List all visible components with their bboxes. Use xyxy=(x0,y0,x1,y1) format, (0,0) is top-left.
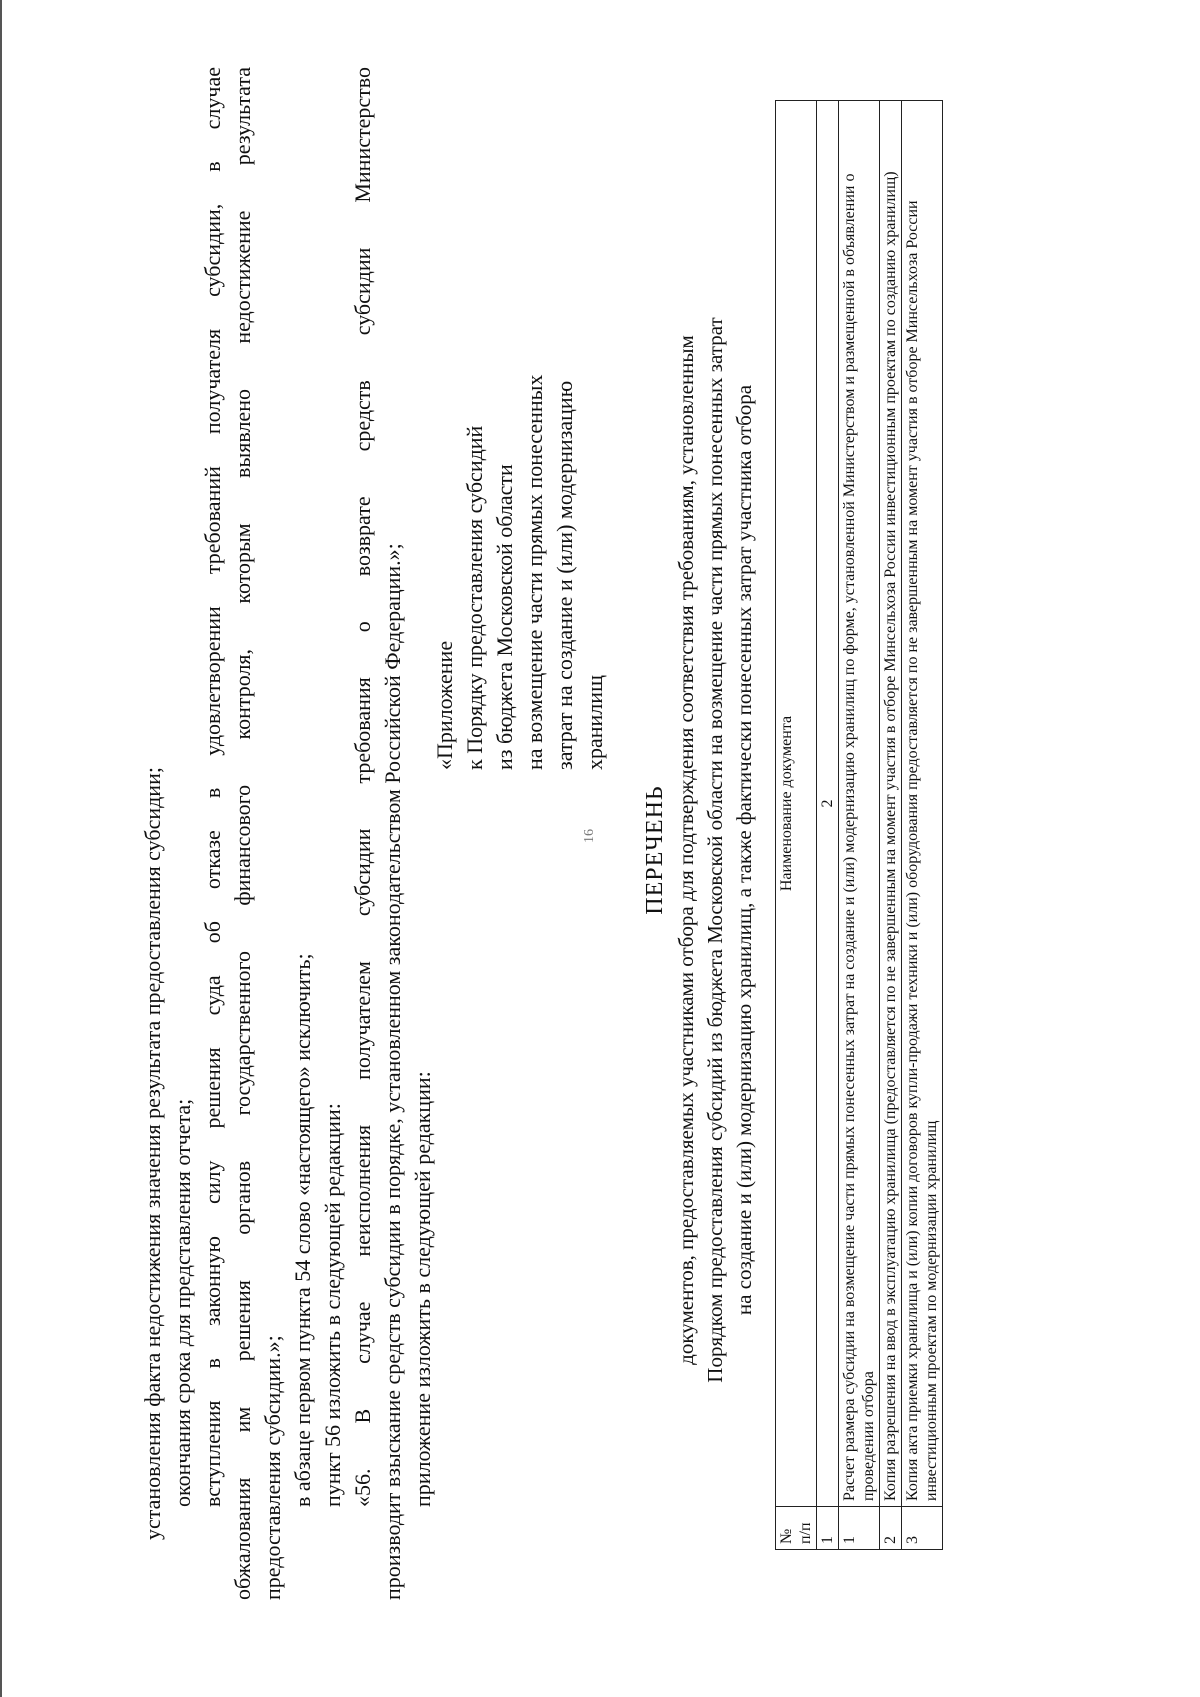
table-row xyxy=(839,101,880,1550)
row-num: 3 xyxy=(902,1507,943,1550)
row-text: Копия разрешения на ввод в эксплуатацию хранилища (предоставляется по не завершенным на момент участия в отборе Минсельхоза России инвестиционным проектам по созданию хранилищ) xyxy=(880,101,902,1507)
subheading-line-3: на создание и (или) модернизацию хранилищ, а также фактически понесенных затрат участника отбора xyxy=(732,384,756,1316)
row-text: Расчет размера субсидии на возмещение части прямых понесенных затрат на создание и (или) модернизацию хранилищ по форме, установленной Министерством и размещенной в объявлении о проведении отбора xyxy=(839,101,880,1507)
row-num: 2 xyxy=(880,1507,902,1550)
appendix-line-6: хранилищ xyxy=(582,674,607,770)
body-line-8: «56. В случае неисполнения получателем субсидии требования о возврате средств субсидии Министерство xyxy=(350,67,375,1507)
document-heading: ПЕРЕЧЕНЬ xyxy=(642,785,668,915)
appendix-block xyxy=(430,375,610,770)
row-num: 1 xyxy=(839,1507,880,1550)
subheading-line-1: документов, предоставляемых участниками отбора для подтверждения соответствия требованиям, установленным xyxy=(674,335,698,1365)
appendix-line-4: на возмещение части прямых понесенных xyxy=(522,374,547,770)
page-edge-rule xyxy=(0,0,2,1697)
appendix-line-1: «Приложение xyxy=(432,640,457,770)
header-num: № п/п xyxy=(776,1507,817,1550)
body-line-9: производит взыскание средств субсидии в порядке, установленном законодательством Российской Федерации.»; xyxy=(380,543,405,1600)
body-line-2: окончания срока для представления отчета; xyxy=(170,1098,195,1507)
table-index-row xyxy=(817,101,839,1550)
index-col-2: 2 xyxy=(817,101,839,1507)
body-line-10: приложение изложить в следующей редакции: xyxy=(410,1071,435,1507)
body-line-4: обжалования им решения органов государственного финансового контроля, которым выявлено недостижение результата xyxy=(230,67,255,1600)
body-line-3: вступления в законную силу решения суда об отказе в удовлетворении требований получателя субсидии, в случае xyxy=(200,67,225,1507)
rotated-document xyxy=(130,67,1130,1610)
body-line-7: пункт 56 изложить в следующей редакции: xyxy=(320,1103,345,1507)
table-row xyxy=(902,101,943,1550)
body-line-5: предоставления субсидии.»; xyxy=(260,1335,285,1600)
body-line-1: установления факта недостижения значения результата предоставления субсидии; xyxy=(140,767,165,1540)
index-col-1: 1 xyxy=(817,1507,839,1550)
table-row xyxy=(880,101,902,1550)
table-header-row xyxy=(776,101,817,1550)
body-line-6: в абзаце первом пункта 54 слово «настоящего» исключить; xyxy=(290,953,315,1507)
appendix-line-5: затрат на создание и (или) модернизацию xyxy=(552,380,577,770)
header-name: Наименование документа xyxy=(776,101,817,1507)
row-text: Копия акта приемки хранилища и (или) копии договоров купли-продажи техники и (или) оборудования предоставляется по не завершенным на момент участия в отборе Минсельхоза России инвестиционным проектам по модернизации хранилищ xyxy=(902,101,943,1507)
subheading-line-2: Порядком предоставления субсидий из бюджета Московской области на возмещение части прямых понесенных затрат xyxy=(703,317,727,1383)
documents-table xyxy=(775,100,943,1550)
appendix-line-2: к Порядку предоставления субсидий xyxy=(462,425,487,770)
appendix-line-3: из бюджета Московской области xyxy=(492,464,517,770)
page-number: 16 xyxy=(582,829,597,843)
